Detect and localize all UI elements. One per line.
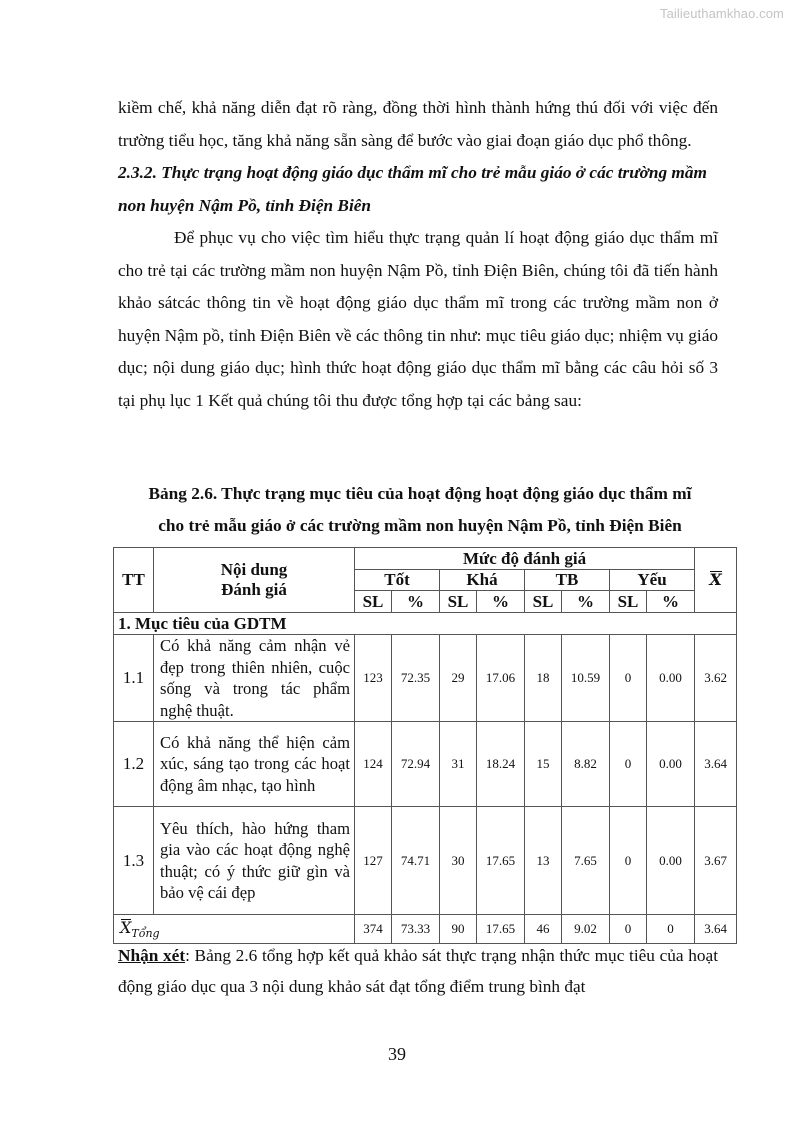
- cell-tb-sl: 15: [525, 722, 562, 807]
- document-body: [118, 92, 718, 417]
- header-pct: %: [562, 591, 610, 613]
- cell-tb-sl: 46: [525, 915, 562, 944]
- section-heading: 2.3.2. Thực trạng hoạt động giáo dục thẩm mĩ cho trẻ mẫu giáo ở các trường mầm non huyện Nậm Pồ, tỉnh Điện Biên: [118, 163, 707, 215]
- comment-label: Nhận xét: [118, 946, 186, 965]
- cell-tot-sl: 127: [355, 807, 392, 915]
- cell-tb-sl: 18: [525, 635, 562, 722]
- header-pct: %: [392, 591, 440, 613]
- cell-tb-pct: 7.65: [562, 807, 610, 915]
- section-row: 1. Mục tiêu của GDTM: [114, 613, 737, 635]
- cell-kha-sl: 31: [440, 722, 477, 807]
- cell-mean: 3.64: [695, 722, 737, 807]
- table-caption: [113, 478, 727, 542]
- cell-tb-pct: 10.59: [562, 635, 610, 722]
- cell-yeu-pct: 0: [647, 915, 695, 944]
- cell-tot-sl: 123: [355, 635, 392, 722]
- header-pct: %: [647, 591, 695, 613]
- row-content: Có khả năng thể hiện cảm xúc, sáng tạo trong các hoạt động âm nhạc, tạo hình: [154, 722, 355, 807]
- cell-tot-sl: 124: [355, 722, 392, 807]
- table-row: [114, 635, 737, 722]
- cell-yeu-sl: 0: [610, 915, 647, 944]
- header-content-line2: Đánh giá: [221, 580, 287, 599]
- cell-tb-pct: 9.02: [562, 915, 610, 944]
- cell-yeu-sl: 0: [610, 722, 647, 807]
- header-mean: [695, 548, 737, 613]
- table-row: [114, 807, 737, 915]
- comment-text: : Bảng 2.6 tổng hợp kết quả khảo sát thực trạng nhận thức mục tiêu của hoạt động giáo dục qua 3 nội dung khảo sát đạt tổng điểm trung bình đạt: [118, 946, 718, 996]
- row-tt: 1.2: [114, 722, 154, 807]
- header-level-tot: Tốt: [355, 570, 440, 591]
- cell-yeu-pct: 0.00: [647, 722, 695, 807]
- header-level-yeu: Yếu: [610, 570, 695, 591]
- header-content: [154, 548, 355, 613]
- cell-mean: 3.62: [695, 635, 737, 722]
- cell-yeu-sl: 0: [610, 635, 647, 722]
- cell-kha-sl: 90: [440, 915, 477, 944]
- total-subscript: Tổng: [131, 927, 160, 940]
- header-level-kha: Khá: [440, 570, 525, 591]
- cell-kha-sl: 30: [440, 807, 477, 915]
- header-sl: SL: [610, 591, 647, 613]
- watermark: Tailieuthamkhao.com: [659, 6, 784, 21]
- cell-tot-pct: 74.71: [392, 807, 440, 915]
- header-rating-group: Mức độ đánh giá: [355, 548, 695, 570]
- x-bar-total-icon: X: [120, 918, 132, 937]
- table-row: [114, 722, 737, 807]
- header-pct: %: [477, 591, 525, 613]
- cell-yeu-pct: 0.00: [647, 807, 695, 915]
- body-paragraph: Để phục vụ cho việc tìm hiểu thực trạng quản lí hoạt động giáo dục thẩm mĩ cho trẻ tại các trường mầm non huyện Nậm Pồ, tỉnh Điện Biên, chúng tôi đã tiến hành khảo sátcác thông tin về hoạt động giáo dục thẩm mĩ trong các trường mầm non ở huyện Nậm pồ, tỉnh Điện Biên về các thông tin như: mục tiêu giáo dục; nhiệm vụ giáo dục; nội dung giáo dục; hình thức hoạt động giáo dục thẩm mĩ bằng các câu hỏi số 3 tại phụ lục 1 Kết quả chúng tôi thu được tổng hợp tại các bảng sau:: [118, 228, 718, 410]
- row-content: Yêu thích, hào hứng tham gia vào các hoạt động nghệ thuật; có ý thức giữ gìn và bảo vệ cái đẹp: [154, 807, 355, 915]
- intro-paragraph: kiềm chế, khả năng diễn đạt rõ ràng, đồng thời hình thành hứng thú đối với việc đến trường tiểu học, tăng khả năng sẵn sàng để bước vào giai đoạn giáo dục phổ thông.: [118, 98, 718, 150]
- header-tt: TT: [114, 548, 154, 613]
- cell-kha-pct: 18.24: [477, 722, 525, 807]
- page-number: 39: [388, 1044, 406, 1064]
- header-content-line1: Nội dung: [220, 560, 288, 579]
- header-sl: SL: [440, 591, 477, 613]
- row-content: Có khả năng cảm nhận vẻ đẹp trong thiên nhiên, cuộc sống và trong tác phẩm nghệ thuật.: [154, 635, 355, 722]
- cell-kha-sl: 29: [440, 635, 477, 722]
- cell-kha-pct: 17.06: [477, 635, 525, 722]
- header-level-tb: TB: [525, 570, 610, 591]
- table-caption-line1: Bảng 2.6. Thực trạng mục tiêu của hoạt động hoạt động giáo dục thẩm mĩ: [148, 484, 692, 503]
- survey-table: [113, 547, 737, 944]
- cell-mean: 3.64: [695, 915, 737, 944]
- cell-tot-pct: 73.33: [392, 915, 440, 944]
- cell-yeu-sl: 0: [610, 807, 647, 915]
- table-caption-line2: cho trẻ mẫu giáo ở các trường mầm non huyện Nậm Pồ, tỉnh Điện Biên: [158, 516, 682, 535]
- cell-tb-pct: 8.82: [562, 722, 610, 807]
- cell-yeu-pct: 0.00: [647, 635, 695, 722]
- header-sl: SL: [525, 591, 562, 613]
- cell-tb-sl: 13: [525, 807, 562, 915]
- cell-mean: 3.67: [695, 807, 737, 915]
- cell-kha-pct: 17.65: [477, 915, 525, 944]
- header-sl: SL: [355, 591, 392, 613]
- cell-tot-pct: 72.94: [392, 722, 440, 807]
- comment-paragraph: [118, 940, 718, 1002]
- x-bar-mean-icon: X: [709, 570, 722, 589]
- cell-kha-pct: 17.65: [477, 807, 525, 915]
- row-tt: 1.3: [114, 807, 154, 915]
- cell-tot-pct: 72.35: [392, 635, 440, 722]
- cell-tot-sl: 374: [355, 915, 392, 944]
- row-tt: 1.1: [114, 635, 154, 722]
